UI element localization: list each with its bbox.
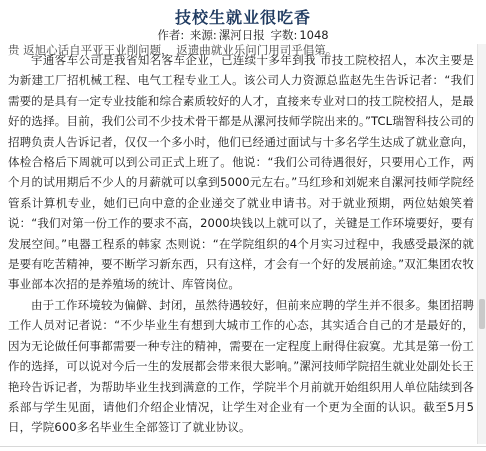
author-label: 作者: <box>157 28 185 42</box>
vertical-scrollbar[interactable] <box>477 44 486 444</box>
clipped-text-line: 贵 返旭心话自平亚王业削问题， 返遗曲就业乐问门用司乎倡第。 <box>8 43 338 57</box>
paragraph-1: 宇通客车公司是我省知名客车企业，已连续十多年到我 市技工院校招人，本次主要是为新建工厂招机械工程、电气工程专业工人。该公司人力资源总监赵先生告诉记者：“我们需要的是具有一定专业技能和综合素质较好的人才，直接来专业对口的技工院校招人，是最好的选择。目前，我们公司不少技术骨干都是从漯河技师学院出来的。”TCL瑞智科技公司的招聘负责人告诉记者，仅仅一个多小时，他们已经通过面试与十多名学生达成了就业意向，体检合格后下周就可以到公司正式上班了。他说：“我们公司待遇很好，只要用心工作，两个月的试用期后不少人的月薪就可以拿到5000元左右。”马红珍和刘妮来自漯河技师学院经管系计算机专业，她们已向中意的企业递交了就业申请书。对于就业预期，两位姑娘笑着说：“我们对第一份工作的要求不高，2000块钱以上就可以了，关键是工作环境要好，要有发展空间。”电器工程系的韩家 杰则说：“在学院组织的4个月实习过程中，我感受最深的就是要有吃苦精神，要不断学习新东西，只有这样，才会有一个好的发展前途。”双汇集团农牧事业部本次招的是养殖场的统计、库管岗位。 <box>8 53 474 292</box>
paragraph-2: 由于工作环境较为偏僻、封闭，虽然待遇较好，但前来应聘的学生并不很多。集团招聘工作人员对记者说：“不少毕业生有想到大城市工作的心态，其实适合自己的才是最好的，因为无论做任何事都需要一种专注的精神，需要在一定程度上耐得住寂寞。尤其是第一份工作的选择，可以说对今后一生的发展都会带来很大影响。”漯河技师学院招生就业处副处长王艳玲告诉记者，为帮助毕业生找到满意的工作，学院半个月前就开始组织用人单位陆续到各系部与学生见面，请他们介绍企业情况，让学生对企业有一个更为全面的认识。截至5月5日，学院600多名毕业生全部签订了就业协议。 <box>8 297 474 435</box>
article-header <box>0 0 486 44</box>
source-label: 来源: <box>189 28 217 42</box>
wordcount-value: 1048 <box>299 28 329 42</box>
article-body[interactable] <box>8 44 474 444</box>
scrollbar-thumb[interactable] <box>479 299 485 329</box>
bottom-divider <box>0 446 486 447</box>
source-value: 漯河日报 <box>218 28 265 42</box>
article-title: 技校生就业很吃香 <box>174 8 311 27</box>
wordcount-label: 字数: <box>270 28 298 42</box>
